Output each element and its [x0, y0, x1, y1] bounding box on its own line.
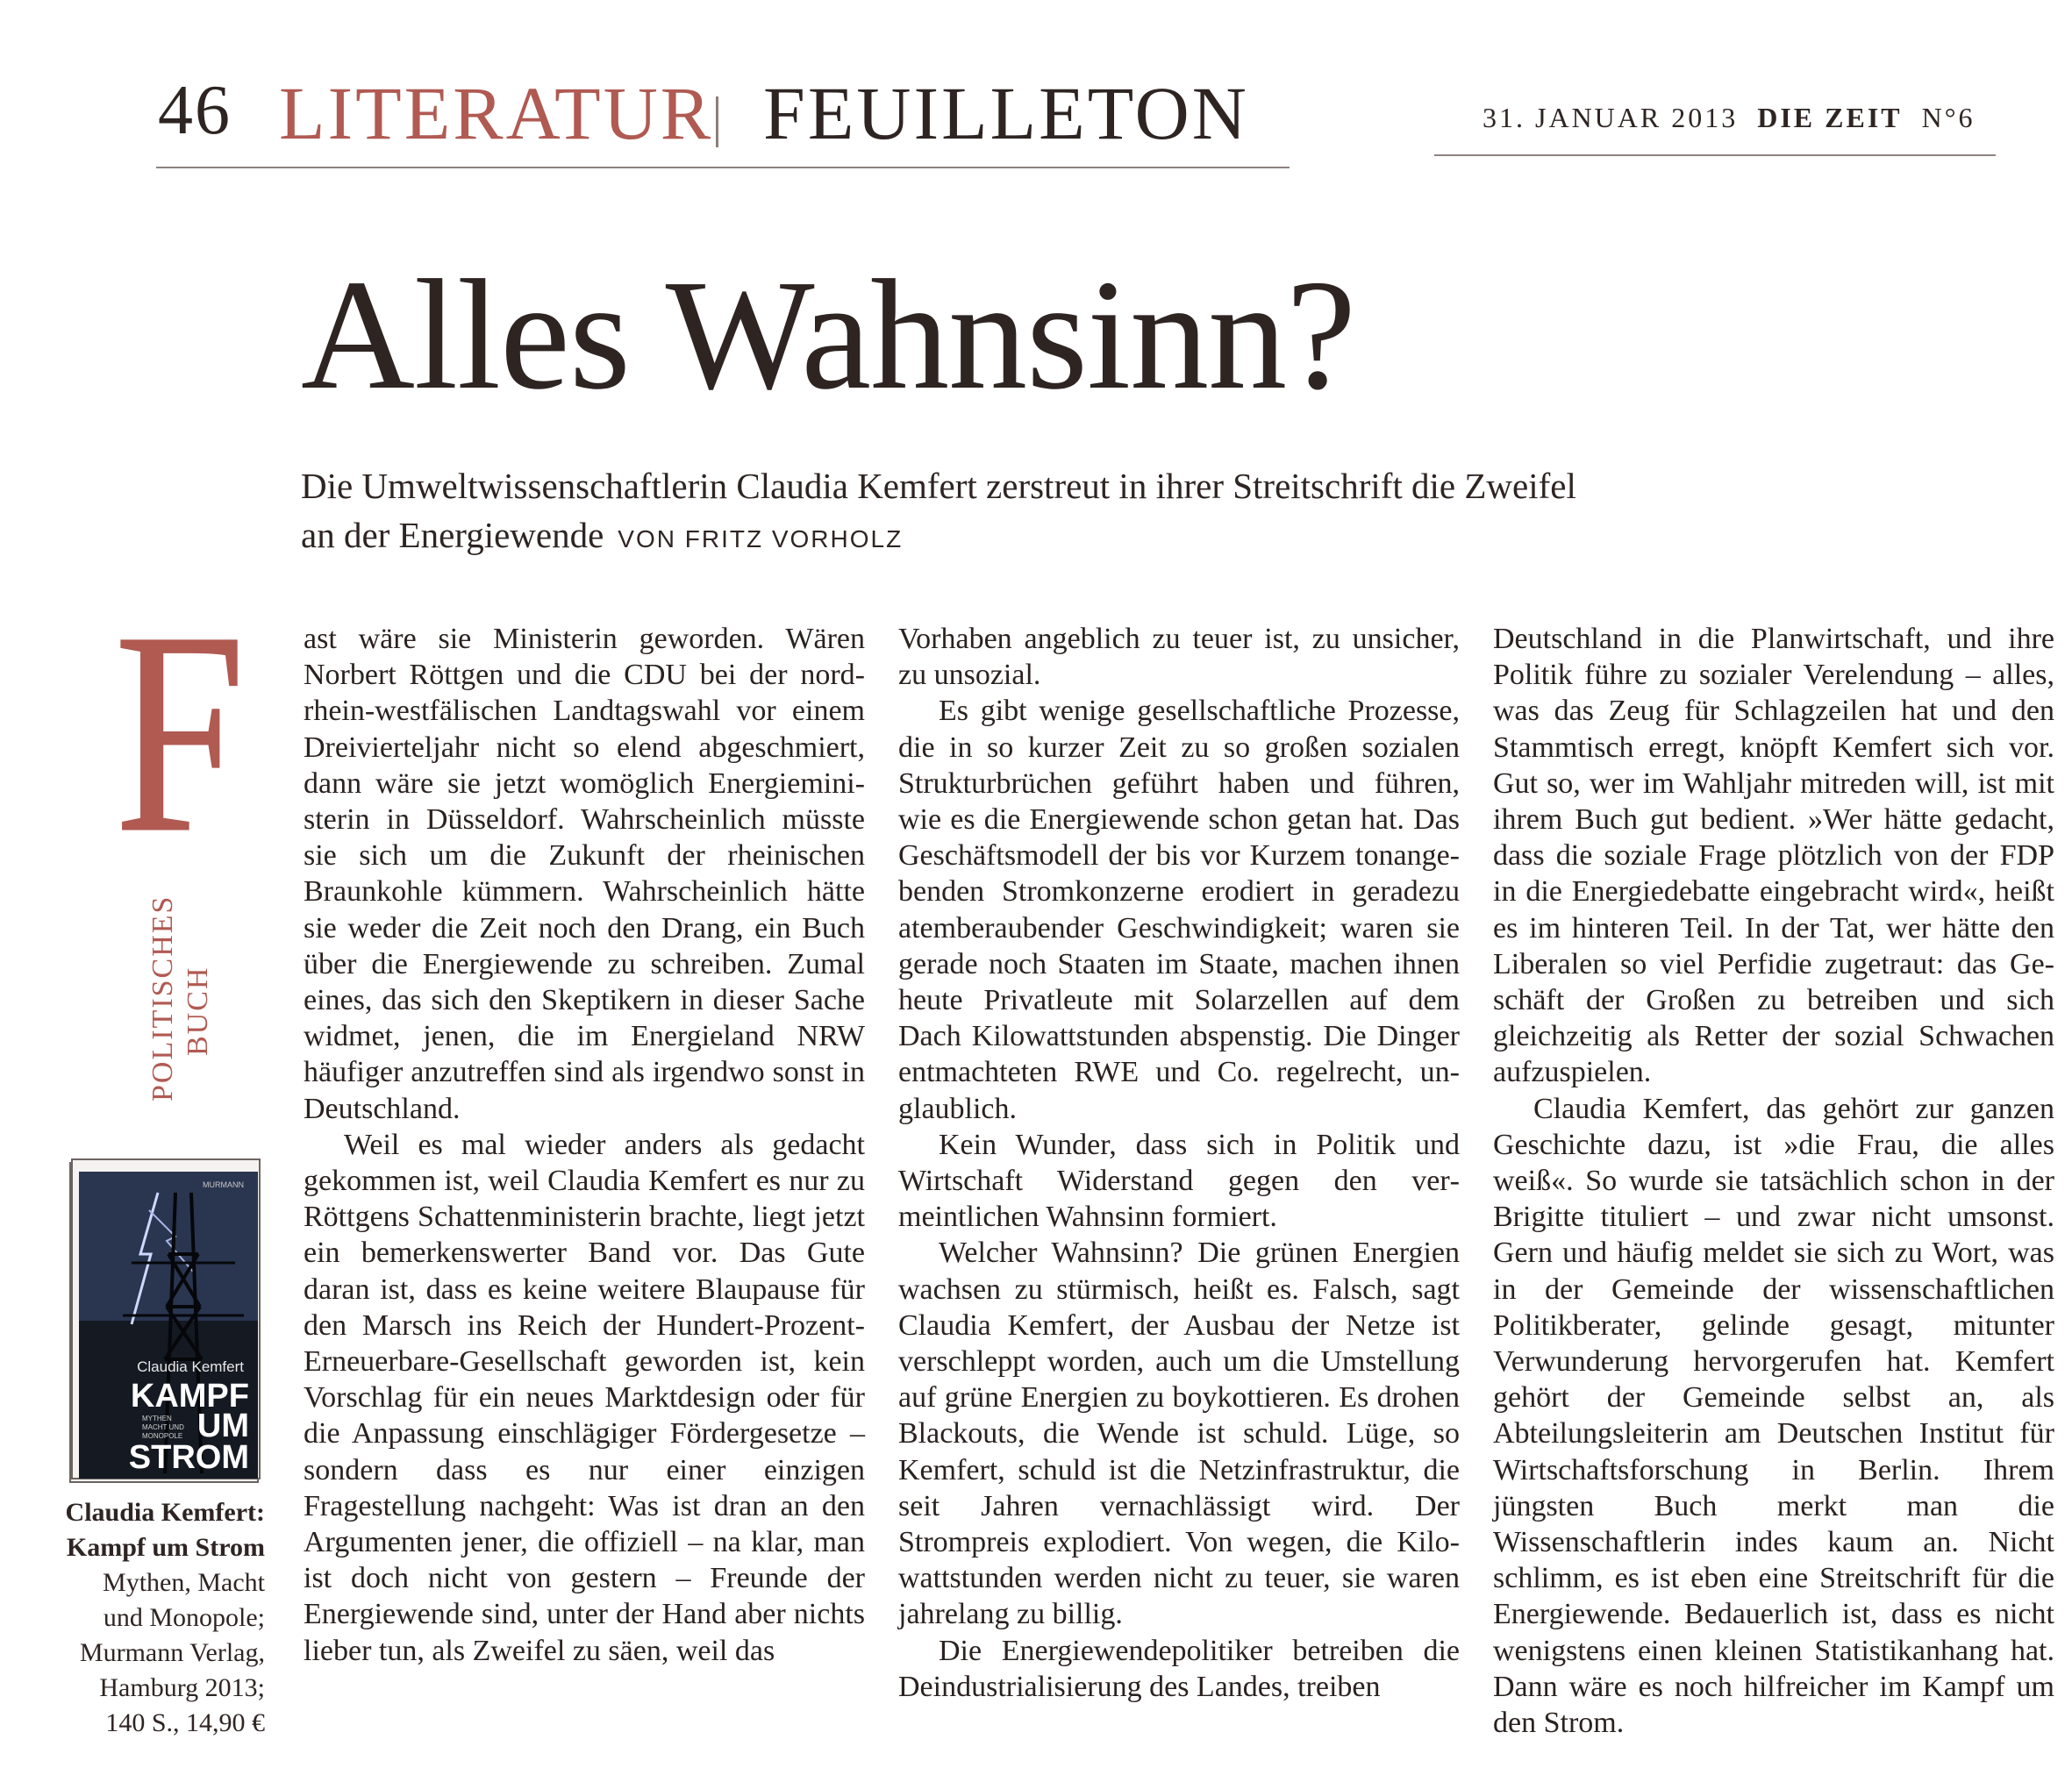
paragraph: Die Energiewendepolitiker betreiben die Deindustrialisierung des Landes, treiben [898, 1634, 1460, 1703]
book-detail: Mythen, Macht [103, 1568, 265, 1597]
section-title: LITERATUR [279, 71, 714, 155]
kicker [140, 877, 228, 1114]
issue-date: 31. JANUAR 2013 [1483, 102, 1739, 133]
byline: VON FRITZ VORHOLZ [618, 525, 904, 552]
book-detail: Hamburg 2013; [99, 1673, 265, 1702]
dropcap-glyph: F [114, 573, 246, 893]
book-detail: Murmann Verlag, [79, 1638, 265, 1667]
article-column-3 [1493, 621, 2054, 1741]
article-column-2 [898, 621, 1460, 1705]
paragraph: ast wäre sie Ministerin geworden. Wären Norbert Röttgen und die CDU bei der nordrhein-westfälischen Landtagswahl vor einem Dreivierteljahr nicht so elend abgeschmiert, dann wäre sie jetzt womöglich Energieministerin in Düsseldorf. Wahrscheinlich müsste sie sich um die Zukunft der rheinischen Braunkohle kümmern. Wahrscheinlich hätte sie weder die Zeit noch den Drang, ein Buch über die Energiewende zu schreiben. Zumal eines, das sich den Skeptikern in dieser Sache widmet, jenen, die im Energieland NRW häufiger anzutreffen sind als irgendwo sonst in Deutschland. [304, 623, 865, 1125]
book-detail: und Monopole; [103, 1603, 265, 1632]
cover-subtitle-2: MACHT UND [142, 1423, 184, 1431]
header-rule-right [1434, 154, 1996, 156]
paragraph: Deutschland in die Planwirtschaft, und ihre Politik führe zu sozialer Verelendung – alles, was das Zeug für Schlagzeilen hat und den Stammtisch erregt, knöpft Kemfert sich vor. Gut so, wer im Wahljahr mitreden will, ist mit ihrem Buch gut bedient. »Wer hätte gedacht, dass die soziale Frage plötzlich von der FDP in die Energiedebatte eingebracht wird«, heißt es im hinteren Teil. In der Tat, wer hätte den Liberalen so viel Perfidie zugetraut: das Geschäft der Großen zu betreiben und sich gleichzeitig als Retter der sozial Schwachen aufzuspielen. [1493, 623, 2054, 1089]
cover-title-3: STROM [128, 1439, 249, 1476]
headline: Alles Wahnsinn? [301, 247, 1356, 422]
kicker-line-1: POLITISCHES [146, 895, 179, 1101]
cover-subtitle-3: MONOPOLE [142, 1432, 183, 1440]
paragraph: Weil es mal wieder anders als gedacht gekommen ist, weil Claudia Kemfert es nur zu Röttgens Schattenministerin brachte, liegt jetzt ein bemerkenswerter Band vor. Das Gute daran ist, dass es keine weitere Blaupause für den Marsch ins Reich der Hundert-Prozent-Erneuerbare-Gesellschaft geworden ist, kein Vorschlag für ein neues Marktdesign oder für die Anpassung einschlägiger Fördergesetze – sondern dass es nur einer einzigen Fragestellung nachgeht: Was ist dran an den Argumenten jener, die offiziell – na klar, man ist doch nicht von gestern – Freunde der Energiewende sind, unter der Hand aber nichts lieber tun, als Zweifel zu säen, weil das [304, 1128, 865, 1667]
dropcap-letter [114, 573, 246, 893]
section-separator [716, 96, 718, 147]
issue-number: N°6 [1921, 102, 1976, 133]
dropcap-svg [114, 573, 246, 893]
kicker-svg [140, 877, 228, 1114]
book-title: Kampf um Strom [66, 1533, 265, 1562]
article-column-1 [304, 621, 865, 1669]
deck-text: Die Umweltwissenschaftlerin Claudia Kemfert zerstreut in ihrer Streitschrift die Zweifel an der Energiewende [301, 466, 1576, 555]
cover-title-1: KAMPF [130, 1378, 249, 1415]
cover-subtitle-1: MYTHEN [142, 1415, 172, 1422]
paragraph: Welcher Wahnsinn? Die grünen Energien wachsen zu stürmisch, heißt es. Falsch, sagt Claudia Kemfert, der Ausbau der Netze ist verschleppt worden, auch um die Umstellung auf grüne Energien zu boykottieren. Es drohen Blackouts, die Wende ist schuld. Lüge, so Kemfert, schuld ist die Netzinfrastruktur, die seit Jahren vernachlässigt wird. Der Strompreis explodiert. Von wegen, die Kilowattstunden werden nicht zu teuer, sie waren jahrelang zu billig. [898, 1237, 1460, 1631]
book-cover-svg [70, 1158, 265, 1484]
paragraph: Claudia Kemfert, das gehört zur ganzen Geschichte dazu, ist »die Frau, die alles weiß«. So wurde sie tatsächlich schon in der Brigitte tituliert – und zwar nicht umsonst. Gern und häufig meldet sie sich zu Wort, was in der Gemeinde der wissenschaftlichen Politikberater, gelinde gesagt, mitunter Verwunderung hervorgerufen hat. Kemfert gehört der Gemeinde selbst an, als Abteilungsleiterin am Deutschen Institut für Wirtschaftsforschung in Berlin. Ihrem jüngsten Buch merkt man die Wissenschaftlerin indes kaum an. Nicht schlimm, es ist eben eine Streitschrift für die Energiewende. Bedauerlich ist, dass es nicht wenigstens einen kleinen Statistikanhang hat. Dann wäre es noch hilfreicher im Kampf um den Strom. [1493, 1092, 2054, 1740]
book-cover [70, 1158, 265, 1484]
newspaper-name: DIE ZEIT [1757, 102, 1903, 133]
paragraph: Es gibt wenige gesellschaftliche Prozesse, die in so kurzer Zeit zu so großen sozialen Strukturbrüchen geführt haben und führen, wie es die Energiewende schon getan hat. Das Geschäftsmodell der bis vor Kurzem tonangebenden Stromkonzerne erodiert in geradezu atemberaubender Geschwindigkeit; waren sie gerade noch Staaten im Staate, machen ihnen heute Privatleute mit Solarzellen auf dem Dach Kilowattstunden abspenstig. Die Dinger entmachteten RWE und Co. regelrecht, unglaublich. [898, 695, 1460, 1125]
deck [301, 461, 1582, 564]
subsection-title: FEUILLETON [763, 71, 1249, 155]
paragraph: Kein Wunder, dass sich in Politik und Wirtschaft Widerstand gegen den vermeintlichen Wahnsinn formiert. [898, 1128, 1460, 1234]
cover-author: Claudia Kemfert [137, 1358, 244, 1375]
masthead [1483, 103, 1976, 132]
cover-title-2: UM [196, 1408, 249, 1444]
book-detail: 140 S., 14,90 € [105, 1708, 265, 1737]
cover-publisher: MURMANN [203, 1180, 244, 1189]
book-info [35, 1495, 265, 1741]
page-number: 46 [158, 72, 232, 149]
header-rule-left [156, 167, 1290, 168]
book-author: Claudia Kemfert: [65, 1498, 265, 1527]
paragraph: Vorhaben angeblich zu teuer ist, zu unsicher, zu unsozial. [898, 623, 1460, 692]
kicker-line-2: BUCH [182, 966, 214, 1056]
